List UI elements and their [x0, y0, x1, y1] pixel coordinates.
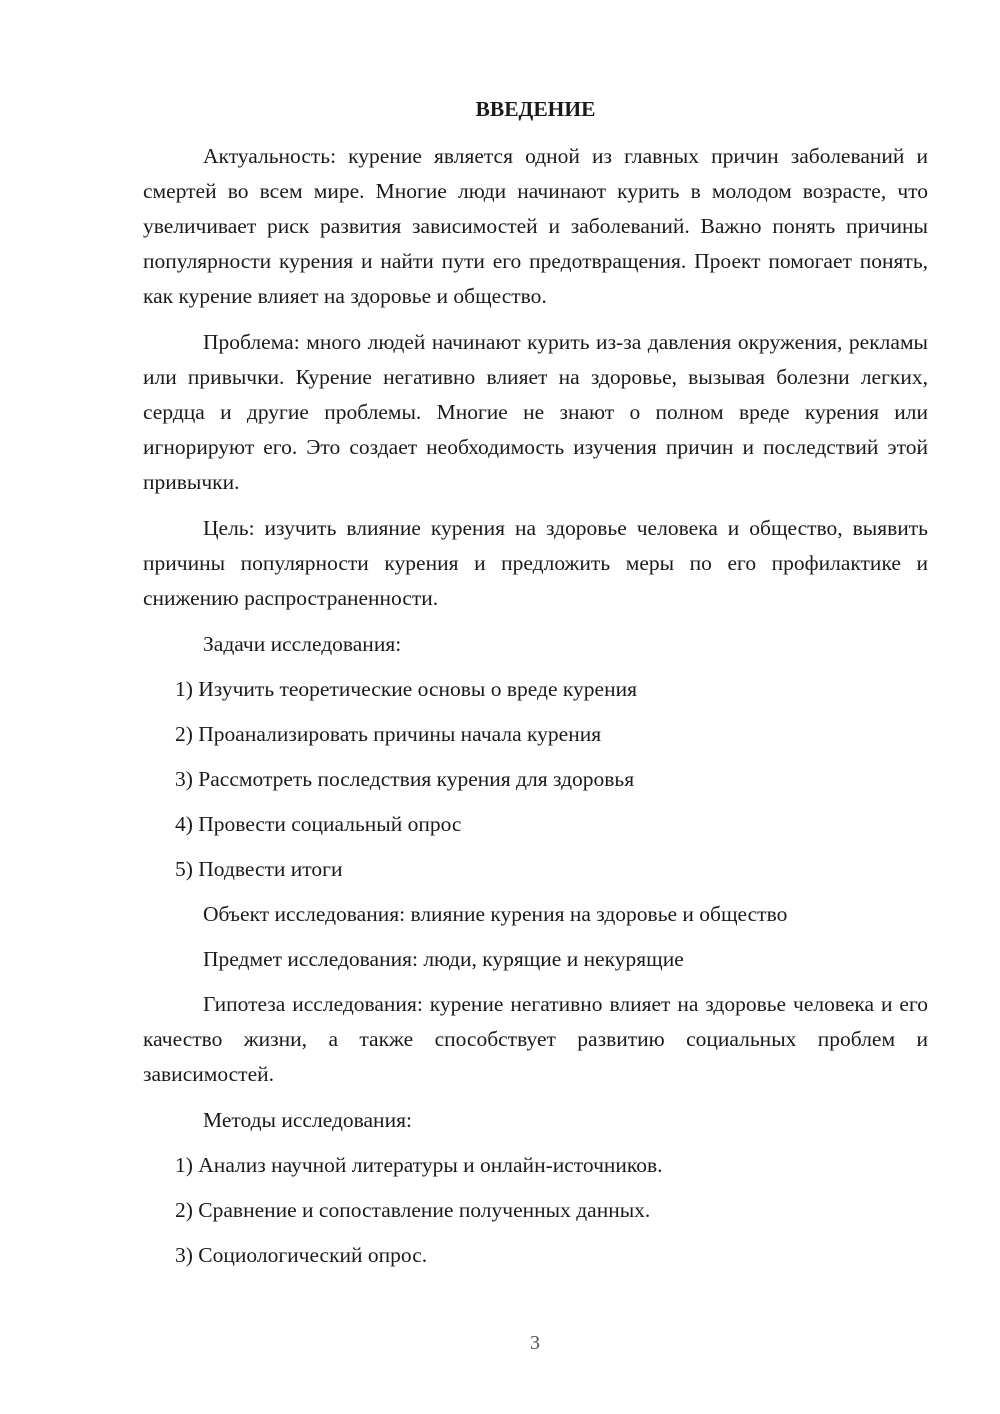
subject-paragraph: Предмет исследования: люди, курящие и некурящие [203, 947, 684, 971]
method-item: 1) Анализ научной литературы и онлайн-источников. [175, 1153, 663, 1177]
task-item: 5) Подвести итоги [175, 857, 343, 881]
task-item: 2) Проанализировать причины начала курения [175, 722, 602, 746]
goal-paragraph: Цель: изучить влияние курения на здоровье человека и общество, выявить причины популярности курения и предложить меры по его профилактике и снижению распространенности. [143, 516, 928, 610]
document-page [143, 92, 928, 1283]
task-item: 1) Изучить теоретические основы о вреде курения [175, 677, 637, 701]
problem-paragraph: Проблема: много людей начинают курить из-за давления окружения, рекламы или привычки. Курение негативно влияет на здоровье, вызывая болезни легких, сердца и другие проблемы. Многие не знают о полном вреде курения или игнорируют его. Это создает необходимость изучения причин и последствий этой привычки. [143, 330, 928, 494]
methods-title: Методы исследования: [203, 1108, 412, 1132]
task-item: 3) Рассмотреть последствия курения для здоровья [175, 767, 635, 791]
page-title: ВВЕДЕНИЕ [475, 97, 596, 121]
task-item: 4) Провести социальный опрос [175, 812, 462, 836]
method-item: 2) Сравнение и сопоставление полученных данных. [175, 1198, 651, 1222]
method-item: 3) Социологический опрос. [175, 1243, 428, 1267]
object-paragraph: Объект исследования: влияние курения на здоровье и общество [203, 902, 788, 926]
relevance-paragraph: Актуальность: курение является одной из главных причин заболеваний и смертей во всем мире. Многие люди начинают курить в молодом возрасте, что увеличивает риск развития зависимостей и заболеваний. Важно понять причины популярности курения и найти пути его предотвращения. Проект помогает понять, как курение влияет на здоровье и общество. [143, 144, 928, 308]
page-number: 3 [530, 1332, 540, 1354]
tasks-title: Задачи исследования: [203, 632, 402, 656]
hypothesis-paragraph: Гипотеза исследования: курение негативно влияет на здоровье человека и его качество жизни, а также способствует развитию социальных проблем и зависимостей. [143, 992, 928, 1086]
